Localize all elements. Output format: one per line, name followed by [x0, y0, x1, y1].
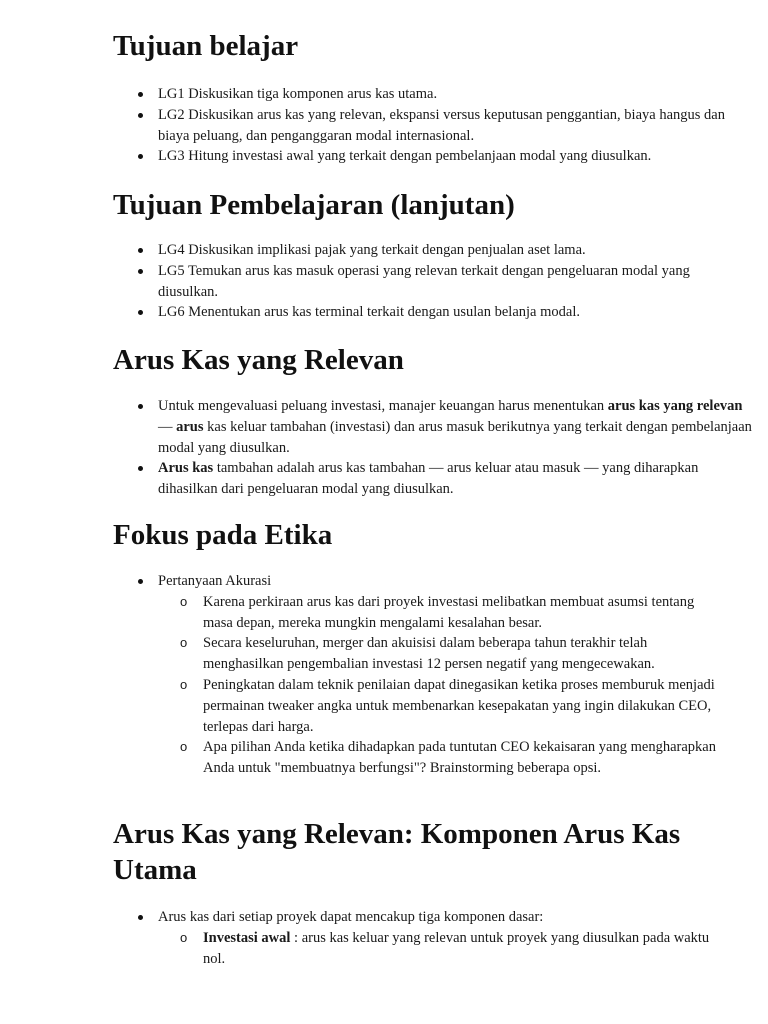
sublist-item: o Peningkatan dalam teknik penilaian dapat dinegasikan ketika proses memburuk menjadi permainan tweaker angka untuk membenarkan kesepakatan yang ingin dilakukan CEO, terlepas dari harga.	[158, 675, 718, 737]
list-tujuan-belajar	[113, 84, 753, 167]
list-item: LG5 Temukan arus kas masuk operasi yang relevan terkait dengan pengeluaran modal yang diusulkan.	[113, 261, 753, 303]
bold-term: arus kas yang relevan	[607, 398, 743, 414]
list-item	[113, 571, 753, 779]
heading-line: Utama	[113, 854, 197, 886]
sublist-item: o Secara keseluruhan, merger dan akuisisi dalam beberapa tahun terakhir telah menghasilkan pengembalian investasi 12 persen negatif yang mengecewakan.	[158, 633, 718, 675]
text-run: —	[158, 418, 177, 435]
list-item	[113, 396, 753, 458]
sublist-item	[158, 928, 718, 970]
list-item: LG1 Diskusikan tiga komponen arus kas utama.	[113, 84, 753, 105]
bold-term: Investasi awal	[203, 929, 291, 946]
heading-arus-kas-relevan: Arus Kas yang Relevan	[113, 344, 404, 376]
list-tujuan-pembelajaran-lanjutan	[113, 240, 753, 323]
list-item: LG3 Hitung investasi awal yang terkait dengan pembelanjaan modal yang diusulkan.	[113, 146, 753, 167]
text-run: Untuk mengevaluasi peluang investasi, manajer keuangan harus menentukan	[158, 398, 608, 414]
heading-fokus-pada-etika: Fokus pada Etika	[113, 519, 333, 551]
heading-komponen-arus-kas-utama	[113, 816, 753, 888]
sublist-pertanyaan-akurasi	[158, 592, 718, 779]
heading-tujuan-belajar: Tujuan belajar	[113, 30, 299, 62]
list-fokus-pada-etika	[113, 571, 753, 779]
list-item	[113, 907, 753, 969]
list-komponen-arus-kas	[113, 907, 753, 969]
list-item-label: Arus kas dari setiap proyek dapat mencakup tiga komponen dasar:	[158, 909, 544, 925]
text-run: tambahan adalah arus kas tambahan — arus keluar atau masuk — yang diharapkan dihasilkan dari pengeluaran modal yang diusulkan.	[158, 460, 699, 498]
list-item	[113, 458, 753, 500]
sublist-item: o Karena perkiraan arus kas dari proyek investasi melibatkan membuat asumsi tentang masa depan, mereka mungkin mengalami kesalahan besar.	[158, 592, 718, 634]
bold-term: arus	[176, 418, 204, 435]
text-run: kas keluar tambahan (investasi) dan arus masuk berikutnya yang terkait dengan pembelanjaan modal yang diusulkan.	[158, 418, 752, 456]
text-run: : arus kas keluar yang relevan untuk proyek yang diusulkan pada waktu nol.	[203, 929, 710, 967]
list-item: LG4 Diskusikan implikasi pajak yang terkait dengan penjualan aset lama.	[113, 240, 753, 261]
bold-term: Arus kas	[158, 460, 214, 477]
list-arus-kas-relevan	[113, 396, 753, 500]
heading-tujuan-pembelajaran-lanjutan: Tujuan Pembelajaran (lanjutan)	[113, 189, 515, 221]
heading-line: Arus Kas yang Relevan: Komponen Arus Kas	[113, 818, 681, 850]
sublist-item: o Apa pilihan Anda ketika dihadapkan pada tuntutan CEO kekaisaran yang mengharapkan Anda untuk "membuatnya berfungsi"? Brainstorming beberapa opsi.	[158, 737, 718, 779]
list-item-label: Pertanyaan Akurasi	[158, 573, 272, 589]
list-item: LG6 Menentukan arus kas terminal terkait dengan usulan belanja modal.	[113, 302, 753, 323]
sublist-komponen	[158, 928, 718, 970]
list-item: LG2 Diskusikan arus kas yang relevan, ekspansi versus keputusan penggantian, biaya hangus dan biaya peluang, dan penganggaran modal internasional.	[113, 105, 753, 147]
